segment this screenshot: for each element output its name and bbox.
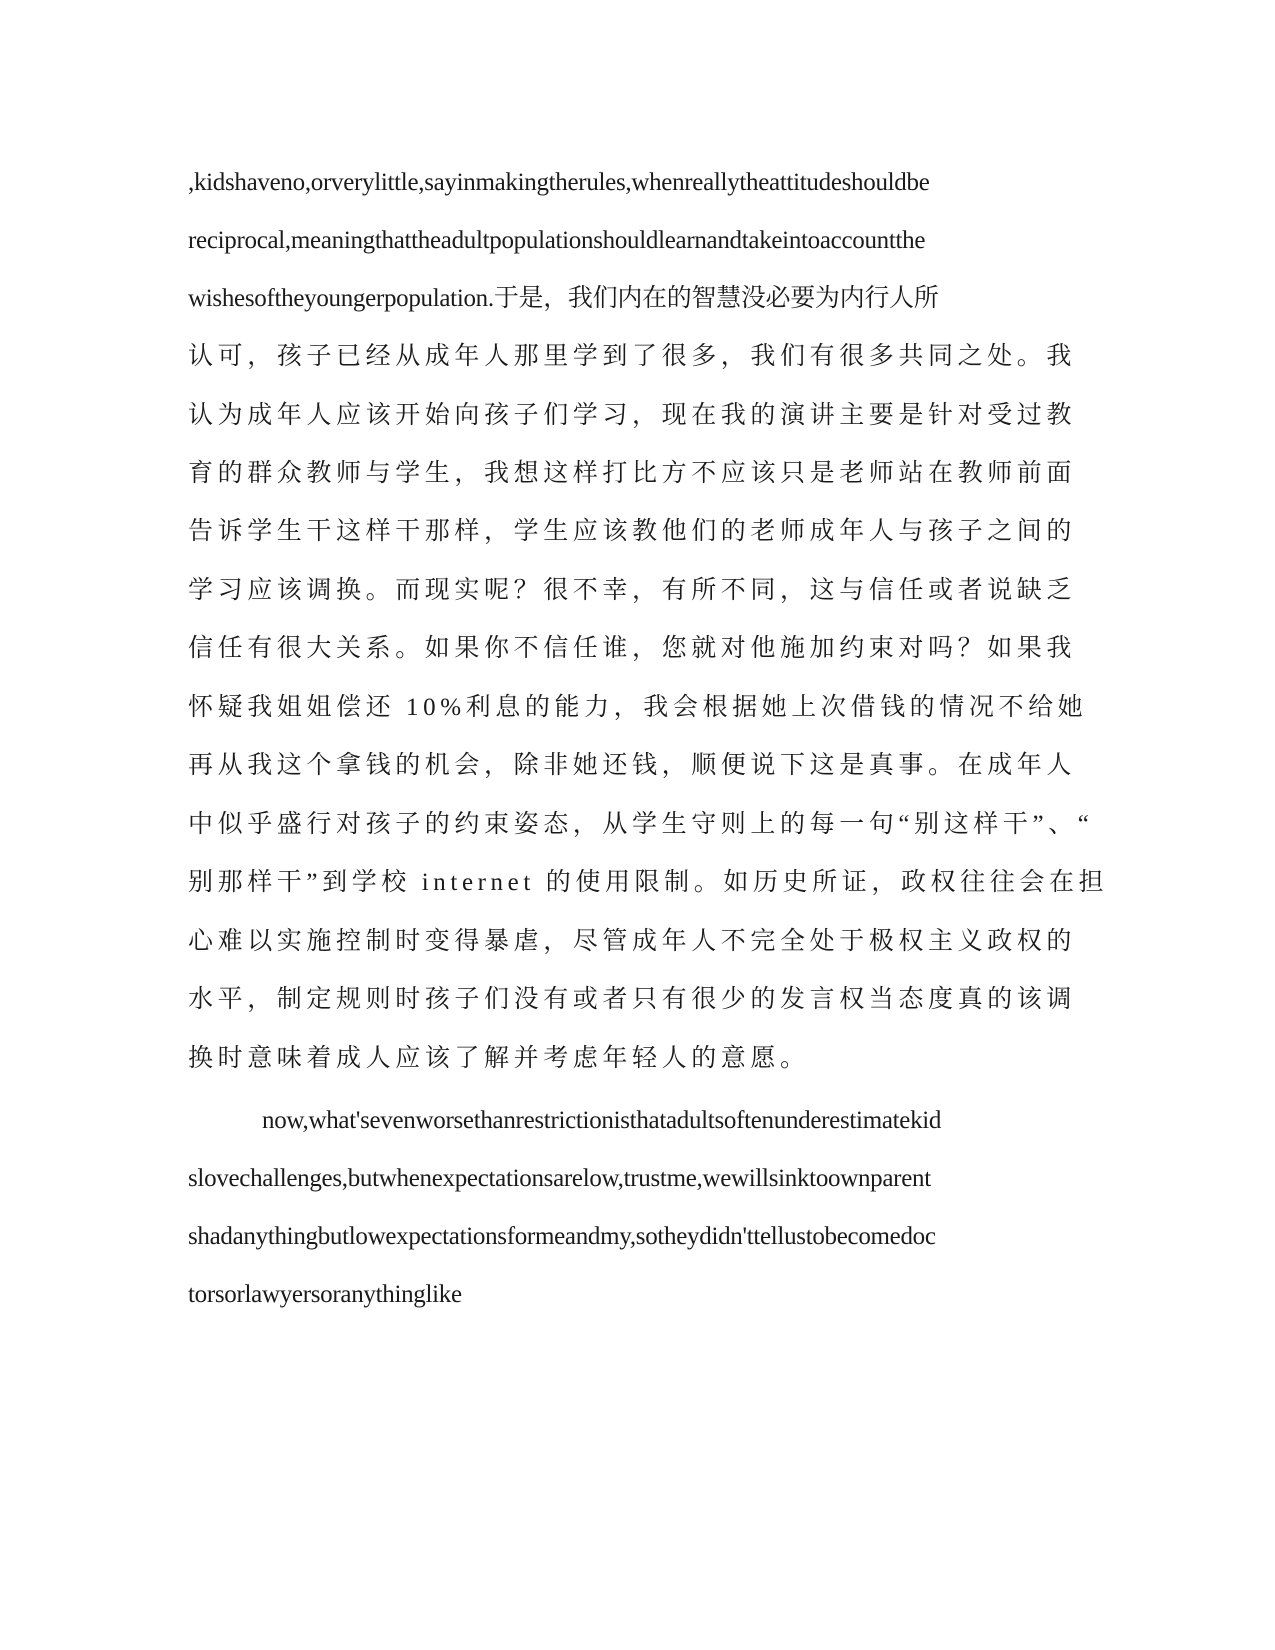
text-line: 认可，孩子已经从成年人那里学到了很多，我们有很多共同之处。我 xyxy=(188,343,1077,370)
text-line: now,what'sevenworsethanrestrictionisthatadultsoftenunderestimatekid xyxy=(262,1107,942,1134)
text-line: shadanythingbutlowexpectationsformeandmy,sotheydidn'ttellustobecomedoc xyxy=(188,1223,936,1250)
text-line: 心难以实施控制时变得暴虐，尽管成年人不完全处于极权主义政权的 xyxy=(188,928,1077,955)
text-line: 中似乎盛行对孩子的约束姿态，从学生守则上的每一句“别这样干”、“ xyxy=(188,811,1094,838)
text-line: 认为成年人应该开始向孩子们学习，现在我的演讲主要是针对受过教 xyxy=(188,402,1077,429)
text-line: 学习应该调换。而现实呢？很不幸，有所不同，这与信任或者说缺乏 xyxy=(188,577,1077,604)
text-line: wishesoftheyoungerpopulation.于是，我们内在的智慧没必要为内行人所 xyxy=(188,285,939,312)
text-line: 别那样干”到学校 internet 的使用限制。如历史所证，政权往往会在担 xyxy=(188,869,1109,896)
text-line: reciprocal,meaningthattheadultpopulationshouldlearnandtakeintoaccountthe xyxy=(188,227,926,254)
text-line: 水平，制定规则时孩子们没有或者只有很少的发言权当态度真的该调 xyxy=(188,986,1077,1013)
text-line: slovechallenges,butwhenexpectationsarelow,trustme,wewillsinktoownparent xyxy=(188,1165,931,1192)
text-line: 告诉学生干这样干那样，学生应该教他们的老师成年人与孩子之间的 xyxy=(188,518,1077,545)
text-line: 信任有很大关系。如果你不信任谁，您就对他施加约束对吗？如果我 xyxy=(188,635,1077,662)
text-line: 怀疑我姐姐偿还 10%利息的能力，我会根据她上次借钱的情况不给她 xyxy=(188,694,1088,721)
text-line: 再从我这个拿钱的机会，除非她还钱，顺便说下这是真事。在成年人 xyxy=(188,752,1077,779)
text-line: 换时意味着成人应该了解并考虑年轻人的意愿。 xyxy=(188,1045,810,1072)
text-line: torsorlawyersoranythinglike xyxy=(188,1281,462,1308)
text-line: 育的群众教师与学生，我想这样打比方不应该只是老师站在教师前面 xyxy=(188,460,1077,487)
text-line: ,kidshaveno,orverylittle,sayinmakingtherules,whenreallytheattitudeshouldbe xyxy=(188,169,930,196)
